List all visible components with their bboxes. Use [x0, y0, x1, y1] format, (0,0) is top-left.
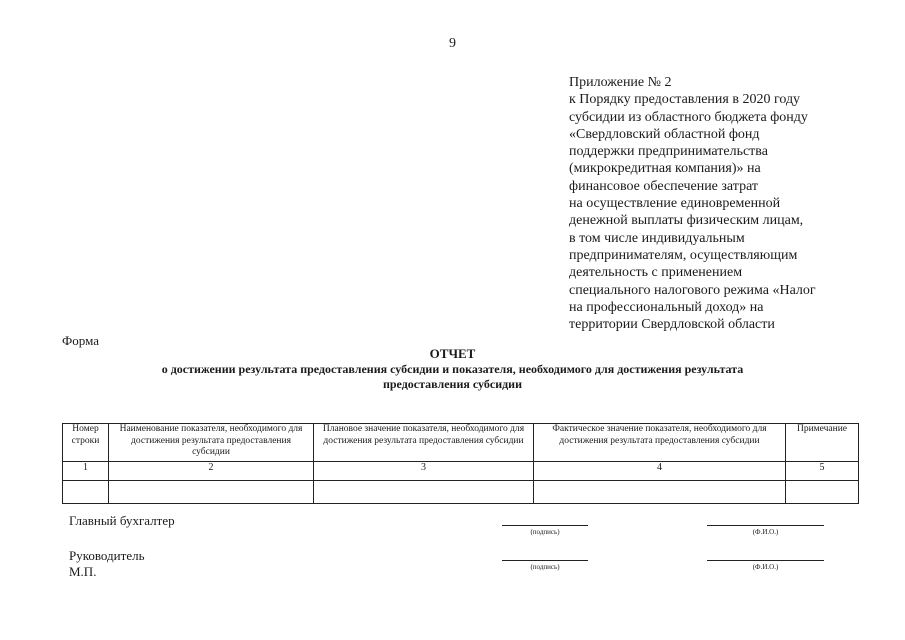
- signature-line[interactable]: [502, 525, 588, 526]
- head-label: Руководитель: [69, 548, 145, 563]
- table-cell[interactable]: [534, 481, 786, 504]
- name-caption: (Ф.И.О.): [752, 563, 779, 571]
- table-numbering-row: [63, 462, 859, 481]
- header-row-number: Номер строки: [63, 424, 109, 462]
- appendix-line: к Порядку предоставления в 2020 году: [569, 92, 801, 108]
- table-cell[interactable]: [314, 481, 534, 504]
- table-header-row: [63, 424, 859, 462]
- appendix-line: территории Свердловской области: [569, 317, 775, 333]
- signature-line[interactable]: [502, 560, 588, 561]
- appendix-line: на осуществление единовременной: [569, 196, 781, 212]
- signature-caption: (подпись): [530, 563, 560, 571]
- name-line[interactable]: [707, 560, 824, 561]
- header-indicator-name: Наименование показателя, необходимого для достижения результата предоставления субсидии: [109, 424, 314, 462]
- table-cell[interactable]: [109, 481, 314, 504]
- seal-label: М.П.: [69, 564, 97, 579]
- table-row: [63, 481, 859, 504]
- header-planned-value: Плановое значение показателя, необходимого для достижения результата предоставления субсидии: [314, 424, 534, 462]
- form-label: Форма: [62, 333, 99, 348]
- report-table: [62, 423, 859, 504]
- appendix-line: Приложение № 2: [569, 75, 672, 90]
- appendix-block: [569, 74, 869, 333]
- column-number: 3: [314, 462, 534, 481]
- appendix-line: в том числе индивидуальным: [569, 230, 745, 246]
- header-note: Примечание: [786, 424, 859, 462]
- appendix-line: деятельность с применением: [569, 265, 743, 281]
- appendix-line: на профессиональный доход» на: [569, 299, 764, 315]
- name-caption: (Ф.И.О.): [752, 528, 779, 536]
- appendix-line: (микрокредитная компания)» на: [569, 161, 761, 177]
- chief-accountant-label: Главный бухгалтер: [69, 513, 175, 528]
- column-number: 1: [63, 462, 109, 481]
- appendix-line: поддержки предпринимательства: [569, 144, 768, 160]
- appendix-line: субсидии из областного бюджета фонду: [569, 109, 808, 125]
- column-number: 5: [786, 462, 859, 481]
- appendix-line: предпринимателям, осуществляющим: [569, 247, 798, 263]
- name-line[interactable]: [707, 525, 824, 526]
- appendix-line: «Свердловский областной фонд: [569, 126, 760, 142]
- header-actual-value: Фактическое значение показателя, необходимого для достижения результата предоставления субсидии: [534, 424, 786, 462]
- report-subtitle: о достижении результата предоставления субсидии и показателя, необходимого для достижения результата предоставления субсидии: [161, 362, 744, 391]
- table-cell[interactable]: [786, 481, 859, 504]
- appendix-line: денежной выплаты физическим лицам,: [569, 213, 804, 229]
- appendix-line: специального налогового режима «Налог: [569, 282, 816, 298]
- page-number: 9: [449, 36, 456, 51]
- report-title: ОТЧЕТ: [429, 346, 476, 361]
- column-number: 4: [534, 462, 786, 481]
- column-number: 2: [109, 462, 314, 481]
- appendix-line: финансовое обеспечение затрат: [569, 178, 759, 194]
- signature-caption: (подпись): [530, 528, 560, 536]
- table-cell[interactable]: [63, 481, 109, 504]
